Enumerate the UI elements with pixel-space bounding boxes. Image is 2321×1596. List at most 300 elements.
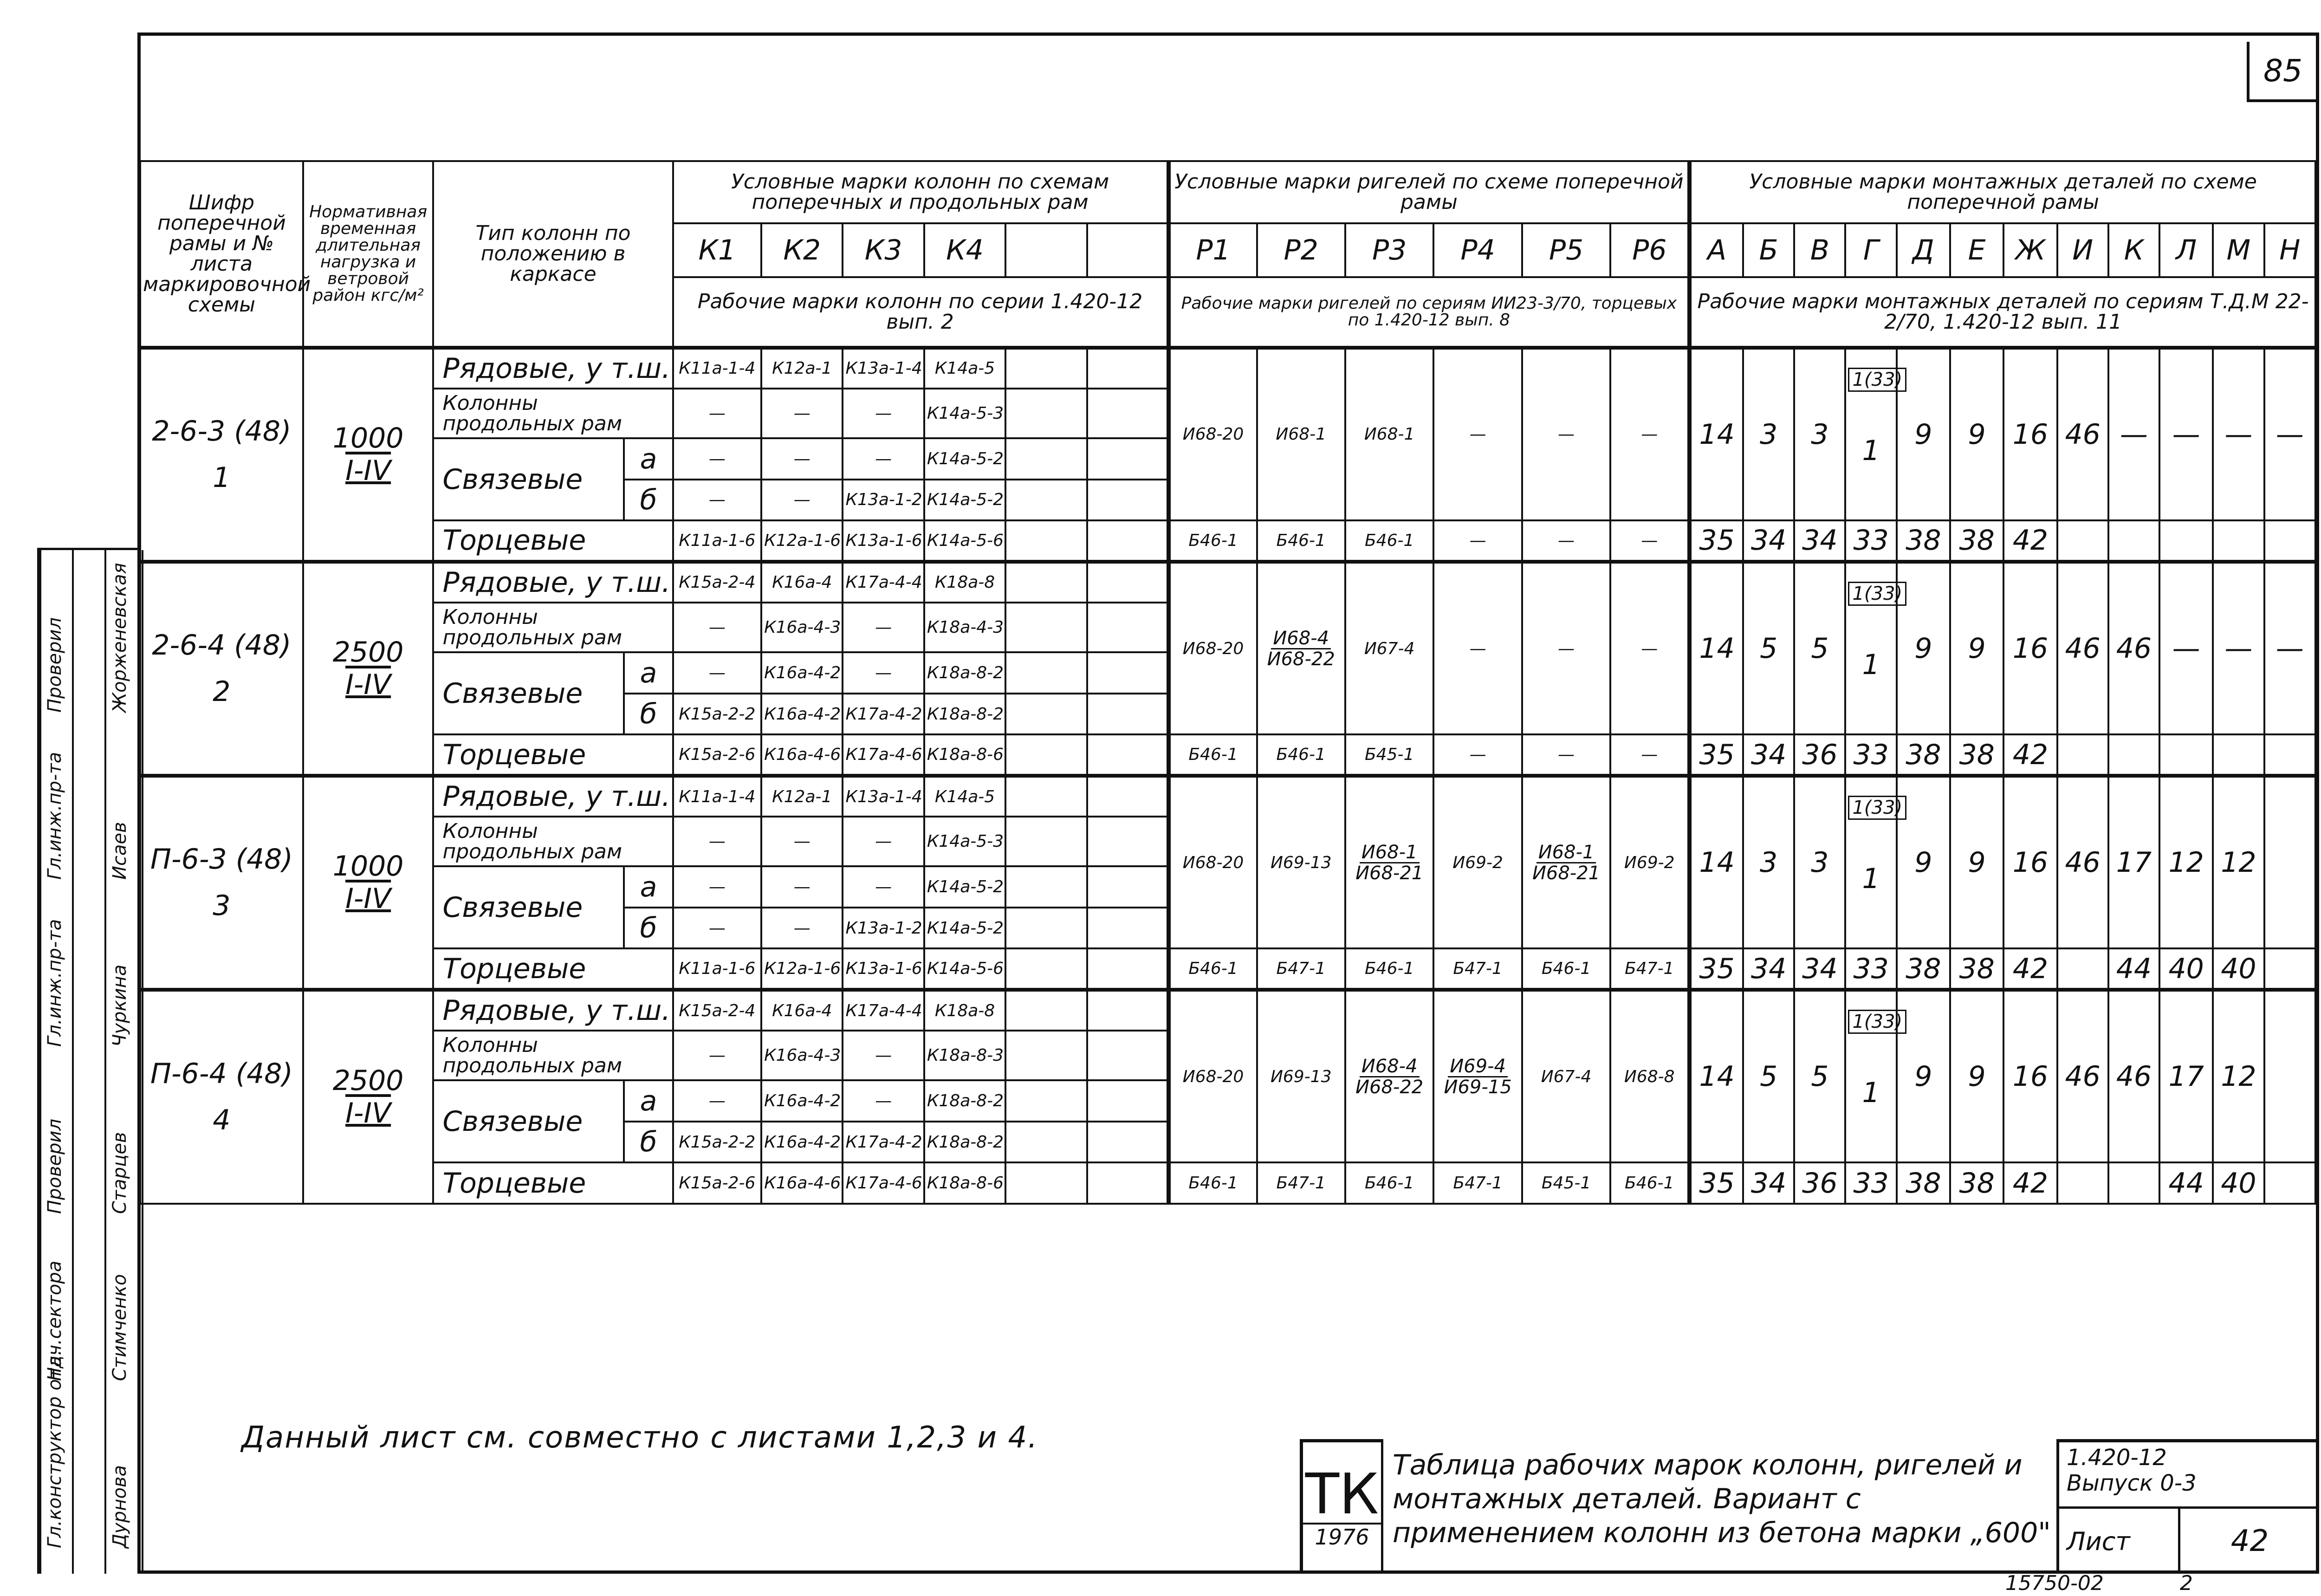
- fraction-top: И68-4: [1271, 629, 1331, 649]
- empty-cell: [1005, 438, 1087, 479]
- detail-end-mark: 38: [1897, 520, 1950, 561]
- empty-cell: [1087, 1122, 1168, 1162]
- column-mark: —: [673, 1031, 761, 1080]
- detail-end-mark: 42: [2003, 1162, 2057, 1204]
- detail-mark-header: Л: [2159, 223, 2213, 277]
- rigel-end-mark: —: [1610, 520, 1689, 561]
- header-norm: Нормативная временная длительная нагрузка и ветровой район кгс/м²: [303, 161, 434, 348]
- empty-cell: [1087, 866, 1168, 907]
- value: —: [1558, 639, 1575, 658]
- value: —: [1469, 639, 1486, 658]
- rigel-mark: [1345, 562, 1433, 735]
- column-mark: —: [673, 438, 761, 479]
- rigel-end-mark: Б46-1: [1345, 1162, 1433, 1204]
- shifr-code: П-6-4 (48): [150, 1058, 293, 1090]
- detail-end-mark: [2057, 734, 2108, 775]
- tk-logo: [1300, 1439, 1383, 1574]
- rigel-end-mark: Б46-1: [1168, 948, 1257, 989]
- column-mark: К13а-1-6: [843, 520, 924, 561]
- detail-end-mark: [2213, 734, 2264, 775]
- column-mark: К15а-2-2: [673, 694, 761, 734]
- column-mark: —: [843, 866, 924, 907]
- detail-end-mark: 38: [1897, 734, 1950, 775]
- rigel-mark: [1433, 776, 1522, 949]
- detail-mark: 46: [2108, 990, 2159, 1163]
- detail-mark: —: [2264, 348, 2315, 521]
- rigel-mark: [1257, 348, 1345, 521]
- stamp-title: Таблица рабочих марок колонн, ригелей и монтажных деталей. Вариант с применением колонн из бетона марки „600": [1393, 1449, 2051, 1550]
- fraction-bottom: И68-22: [1355, 1076, 1424, 1098]
- rigel-mark-header: Р4: [1433, 223, 1522, 277]
- shifr-code: 2-6-3 (48): [152, 415, 292, 448]
- column-mark: —: [673, 908, 761, 948]
- detail-end-mark: [2264, 520, 2315, 561]
- rigel-end-mark: —: [1522, 520, 1610, 561]
- value: И68-1: [1276, 425, 1327, 444]
- rigel-mark: [1345, 776, 1433, 949]
- rigel-mark-header: Р6: [1610, 223, 1689, 277]
- column-subtype: а: [624, 866, 673, 907]
- column-mark: К14а-5-6: [924, 948, 1005, 989]
- column-mark: —: [761, 438, 843, 479]
- empty-cell: [1005, 1080, 1087, 1121]
- detail-mark: 5: [1794, 990, 1845, 1163]
- column-mark: К16а-4: [761, 990, 843, 1031]
- empty-cell: [1087, 1162, 1168, 1204]
- detail-mark: 3: [1743, 348, 1794, 521]
- rigel-mark: [1433, 562, 1522, 735]
- header-det-work: Рабочие марки монтажных деталей по сериям Т.Д.М 22-2/70, 1.420-12 вып. 11: [1690, 277, 2315, 347]
- detail-mark-header: Е: [1950, 223, 2003, 277]
- column-type: Рядовые, у т.ш.: [433, 990, 673, 1031]
- rigel-end-mark: Б46-1: [1168, 1162, 1257, 1204]
- column-type: Торцевые: [433, 734, 673, 775]
- sheet-index: 2: [213, 675, 231, 708]
- column-mark: К18а-8-2: [924, 1122, 1005, 1162]
- detail-mark-header: К: [2108, 223, 2159, 277]
- load-cell: [303, 348, 434, 562]
- rigel-end-mark: —: [1610, 734, 1689, 775]
- rigel-end-mark: Б46-1: [1610, 1162, 1689, 1204]
- rigel-end-mark: —: [1433, 734, 1522, 775]
- column-mark: К14а-5-2: [924, 480, 1005, 520]
- load-cell: [303, 990, 434, 1204]
- empty-cell: [1005, 652, 1087, 693]
- value: И68-1: [1364, 425, 1415, 444]
- rigel-end-mark: —: [1522, 734, 1610, 775]
- column-mark: К16а-4-3: [761, 603, 843, 652]
- column-mark: К16а-4-3: [761, 1031, 843, 1080]
- detail-mark: 9: [1897, 990, 1950, 1163]
- empty-cell: [1005, 734, 1087, 775]
- fraction-display: [1532, 843, 1600, 883]
- side-name: Стимченко: [109, 1274, 130, 1381]
- fraction-top: И68-1: [1537, 843, 1596, 863]
- detail-end-mark: 34: [1743, 734, 1794, 775]
- series-code: 1.420-12: [2067, 1445, 2167, 1471]
- rigel-mark: [1433, 348, 1522, 521]
- detail-end-mark: 34: [1743, 948, 1794, 989]
- value: И69-2: [1624, 853, 1675, 872]
- rigel-end-mark: Б46-1: [1168, 520, 1257, 561]
- wind-district: I-IV: [345, 882, 391, 915]
- column-mark: К14а-5-3: [924, 389, 1005, 438]
- detail-mark: 14: [1690, 990, 1743, 1163]
- column-type: Торцевые: [433, 520, 673, 561]
- col-mark-header: К3: [843, 223, 924, 277]
- column-mark: —: [673, 866, 761, 907]
- note-text: Данный лист см. совместно с листами 1,2,3 и 4.: [241, 1421, 1038, 1455]
- column-type: Рядовые, у т.ш.: [433, 348, 673, 389]
- column-mark: К13а-1-4: [843, 348, 924, 389]
- rigel-mark-header: Р5: [1522, 223, 1610, 277]
- detail-mark: 46: [2057, 776, 2108, 949]
- column-mark: К16а-4-2: [761, 1122, 843, 1162]
- detail-mark: —: [2213, 348, 2264, 521]
- header-cols-work: Рабочие марки колонн по серии 1.420-12 вып. 2: [673, 277, 1168, 347]
- empty-cell: [1087, 562, 1168, 603]
- empty-cell: [1087, 520, 1168, 561]
- column-subtype: а: [624, 438, 673, 479]
- load-value: 2500: [332, 1064, 404, 1097]
- column-type: Связевые: [433, 652, 624, 734]
- side-name: Чуркина: [109, 964, 130, 1047]
- column-mark: К13а-1-2: [843, 480, 924, 520]
- value: И67-4: [1541, 1067, 1592, 1086]
- rigel-mark: [1522, 776, 1610, 949]
- detail-mark: 9: [1950, 562, 2003, 735]
- detail-end-mark: [2264, 1162, 2315, 1204]
- column-mark: К16а-4-6: [761, 1162, 843, 1204]
- shifr-cell: [140, 562, 303, 776]
- header-det-group: Условные марки монтажных деталей по схеме поперечной рамы: [1690, 161, 2315, 223]
- empty-cell: [1087, 348, 1168, 389]
- detail-end-mark: 34: [1743, 520, 1794, 561]
- column-mark: К14а-5-2: [924, 866, 1005, 907]
- value: И67-4: [1364, 639, 1415, 658]
- column-mark: К17а-4-6: [843, 734, 924, 775]
- side-name: Дурнова: [109, 1465, 130, 1548]
- column-mark: К18а-8-2: [924, 652, 1005, 693]
- empty-cell: [1005, 603, 1087, 652]
- rigel-mark: [1168, 562, 1257, 735]
- detail-mark: 46: [2057, 562, 2108, 735]
- column-type: Рядовые, у т.ш.: [433, 562, 673, 603]
- side-role: Гл.инж.пр-та: [44, 919, 65, 1047]
- column-mark: К13а-1-2: [843, 908, 924, 948]
- detail-mark: [1845, 348, 1903, 521]
- column-mark: —: [761, 908, 843, 948]
- rigel-mark: [1257, 562, 1345, 735]
- detail-mark: 12: [2213, 990, 2264, 1163]
- table-row: [140, 1162, 2315, 1204]
- column-mark: —: [761, 817, 843, 866]
- table-row: [140, 990, 2315, 1031]
- column-mark: К17а-4-6: [843, 1162, 924, 1204]
- rigel-mark-header: Р2: [1257, 223, 1345, 277]
- rigel-end-mark: Б46-1: [1168, 734, 1257, 775]
- detail-mark: 3: [1794, 776, 1845, 949]
- detail-end-mark: 40: [2159, 948, 2213, 989]
- column-subtype: а: [624, 652, 673, 693]
- fraction-top: И68-4: [1360, 1057, 1420, 1077]
- detail-mark: 3: [1743, 776, 1794, 949]
- detail-g-note: 1(33): [1848, 796, 1906, 820]
- load-value: 1000: [332, 850, 404, 883]
- detail-end-mark: 42: [2003, 948, 2057, 989]
- side-name: Старцев: [109, 1132, 130, 1214]
- rigel-mark: [1257, 990, 1345, 1163]
- detail-end-mark: 38: [1897, 948, 1950, 989]
- detail-mark: 16: [2003, 562, 2057, 735]
- table-row: [140, 948, 2315, 989]
- rigel-end-mark: Б46-1: [1345, 520, 1433, 561]
- detail-end-mark: 42: [2003, 520, 2057, 561]
- empty-cell: [1005, 348, 1087, 389]
- detail-mark: 46: [2108, 562, 2159, 735]
- detail-mark: —: [2159, 348, 2213, 521]
- rigel-mark: [1522, 990, 1610, 1163]
- detail-end-mark: 35: [1690, 1162, 1743, 1204]
- column-mark: К18а-4-3: [924, 603, 1005, 652]
- detail-end-mark: 36: [1794, 1162, 1845, 1204]
- load-value: 2500: [332, 636, 404, 669]
- table-row: [140, 562, 2315, 603]
- footer-num: 2: [2179, 1571, 2193, 1595]
- column-mark: К14а-5-2: [924, 438, 1005, 479]
- column-mark: К14а-5: [924, 776, 1005, 817]
- detail-end-mark: 33: [1845, 520, 1896, 561]
- detail-mark: 14: [1690, 776, 1743, 949]
- column-mark: —: [673, 603, 761, 652]
- column-mark: К17а-4-2: [843, 1122, 924, 1162]
- column-mark: К15а-2-4: [673, 562, 761, 603]
- fraction-display: [1444, 1057, 1512, 1097]
- detail-g-note: 1(33): [1848, 368, 1906, 392]
- tk-year: 1976: [1303, 1523, 1381, 1550]
- rigel-mark: [1522, 348, 1610, 521]
- rigel-mark-header: Р3: [1345, 223, 1433, 277]
- tk-letters: ТК: [1305, 1462, 1379, 1527]
- rigel-end-mark: Б45-1: [1345, 734, 1433, 775]
- fraction-bottom: И68-21: [1532, 862, 1601, 884]
- detail-end-mark: 35: [1690, 948, 1743, 989]
- detail-end-mark: 38: [1950, 734, 2003, 775]
- rigel-mark: [1257, 776, 1345, 949]
- column-mark: К18а-8-6: [924, 1162, 1005, 1204]
- side-stamp-column: [104, 550, 106, 1574]
- detail-end-mark: [2108, 520, 2159, 561]
- value: И69-2: [1452, 853, 1503, 872]
- detail-end-mark: 38: [1950, 948, 2003, 989]
- series-issue: Выпуск 0-3: [2067, 1470, 2197, 1497]
- sheet-index: 1: [213, 461, 231, 494]
- column-mark: —: [761, 866, 843, 907]
- detail-g-note: 1(33): [1848, 582, 1906, 606]
- detail-end-mark: 35: [1690, 520, 1743, 561]
- title-block: [1300, 1439, 2319, 1574]
- header-shifr: Шифр поперечной рамы и № листа маркировочной схемы: [140, 161, 303, 348]
- side-role: Проверил: [44, 617, 65, 713]
- column-mark: К14а-5-3: [924, 817, 1005, 866]
- wind-district: I-IV: [345, 1097, 391, 1130]
- empty-cell: [1087, 1031, 1168, 1080]
- column-mark: К11а-1-4: [673, 348, 761, 389]
- rigel-mark: [1433, 990, 1522, 1163]
- detail-mark-header: М: [2213, 223, 2264, 277]
- column-mark: —: [843, 1080, 924, 1121]
- sheet-label: Лист: [2059, 1509, 2180, 1574]
- detail-end-mark: [2057, 1162, 2108, 1204]
- detail-mark: 14: [1690, 348, 1743, 521]
- detail-end-mark: 38: [1950, 520, 2003, 561]
- empty-cell: [1087, 480, 1168, 520]
- detail-mark: 16: [2003, 348, 2057, 521]
- shifr-code: П-6-3 (48): [150, 843, 293, 876]
- table-row: [140, 734, 2315, 775]
- rigel-mark: [1168, 776, 1257, 949]
- column-type: Колонны продольных рам: [433, 817, 673, 866]
- detail-mark: 12: [2159, 776, 2213, 949]
- detail-mark-header: Н: [2264, 223, 2315, 277]
- detail-end-mark: 34: [1743, 1162, 1794, 1204]
- column-type: Колонны продольных рам: [433, 1031, 673, 1080]
- side-role: Нач.сектора: [44, 1260, 65, 1381]
- empty-cell: [1005, 1031, 1087, 1080]
- column-mark: К17а-4-4: [843, 990, 924, 1031]
- column-mark: К16а-4-2: [761, 694, 843, 734]
- rigel-mark: [1610, 776, 1689, 949]
- detail-mark: 46: [2057, 348, 2108, 521]
- rigel-mark: [1610, 990, 1689, 1163]
- wind-district: I-IV: [345, 454, 391, 487]
- detail-mark-header: В: [1794, 223, 1845, 277]
- detail-mark: 3: [1794, 348, 1845, 521]
- detail-end-mark: 35: [1690, 734, 1743, 775]
- detail-mark: 16: [2003, 990, 2057, 1163]
- detail-mark: 12: [2213, 776, 2264, 949]
- rigel-mark-header: Р1: [1168, 223, 1257, 277]
- rigel-end-mark: Б47-1: [1610, 948, 1689, 989]
- empty-cell: [1005, 1122, 1087, 1162]
- col-mark-header: [1087, 223, 1168, 277]
- rigel-end-mark: Б47-1: [1257, 948, 1345, 989]
- detail-end-mark: [2159, 734, 2213, 775]
- column-mark: —: [843, 1031, 924, 1080]
- side-stamp-column: [39, 550, 41, 1574]
- fraction-top: И68-1: [1360, 843, 1420, 863]
- empty-cell: [1005, 866, 1087, 907]
- empty-cell: [1087, 438, 1168, 479]
- empty-cell: [1087, 948, 1168, 989]
- column-subtype: б: [624, 694, 673, 734]
- empty-cell: [1087, 652, 1168, 693]
- column-mark: К12а-1: [761, 776, 843, 817]
- side-stamp-column: [72, 550, 74, 1574]
- fraction-bottom: И69-15: [1444, 1076, 1512, 1098]
- detail-end-mark: 40: [2213, 1162, 2264, 1204]
- value: И68-20: [1182, 639, 1244, 658]
- rigel-end-mark: Б45-1: [1522, 1162, 1610, 1204]
- shifr-cell: [140, 990, 303, 1204]
- stamp-sheet: [2056, 1509, 2319, 1574]
- detail-end-mark: [2108, 734, 2159, 775]
- fraction-top: И69-4: [1448, 1057, 1508, 1077]
- column-mark: К15а-2-2: [673, 1122, 761, 1162]
- rigel-end-mark: Б46-1: [1345, 948, 1433, 989]
- header-rig-work: Рабочие марки ригелей по сериям ИИ23-3/70, торцевых по 1.420-12 вып. 8: [1168, 277, 1690, 347]
- rigel-mark: [1610, 348, 1689, 521]
- column-mark: К12а-1: [761, 348, 843, 389]
- column-mark: К16а-4: [761, 562, 843, 603]
- column-mark: —: [761, 480, 843, 520]
- value: —: [1641, 425, 1658, 444]
- side-role: Гл.конструктор отд.: [44, 1349, 65, 1548]
- empty-cell: [1005, 776, 1087, 817]
- column-subtype: а: [624, 1080, 673, 1121]
- rigel-mark: [1345, 990, 1433, 1163]
- detail-end-mark: [2057, 520, 2108, 561]
- col-mark-header: К2: [761, 223, 843, 277]
- detail-mark: [2264, 990, 2315, 1163]
- column-subtype: б: [624, 480, 673, 520]
- col-mark-header: [1005, 223, 1087, 277]
- detail-value: 1: [1862, 1077, 1880, 1109]
- empty-cell: [1005, 1162, 1087, 1204]
- column-mark: К18а-8: [924, 990, 1005, 1031]
- column-mark: —: [843, 603, 924, 652]
- sheet-index: 3: [213, 889, 231, 922]
- shifr-cell: [140, 348, 303, 562]
- page-number: 85: [2247, 42, 2316, 102]
- rigel-mark: [1345, 348, 1433, 521]
- detail-mark: 5: [1743, 990, 1794, 1163]
- value: И69-13: [1270, 1067, 1332, 1086]
- side-role: Гл.инж.пр-та: [44, 752, 65, 880]
- sheet-number: 42: [2230, 1524, 2269, 1558]
- detail-end-mark: 42: [2003, 734, 2057, 775]
- shifr-cell: [140, 776, 303, 990]
- empty-cell: [1087, 908, 1168, 948]
- detail-mark: 16: [2003, 776, 2057, 949]
- empty-cell: [1005, 948, 1087, 989]
- rigel-mark: [1168, 990, 1257, 1163]
- detail-end-mark: 44: [2159, 1162, 2213, 1204]
- detail-end-mark: [2264, 948, 2315, 989]
- detail-mark: [1845, 776, 1903, 949]
- detail-mark-header: И: [2057, 223, 2108, 277]
- detail-mark: [1845, 990, 1903, 1163]
- value: —: [1641, 639, 1658, 658]
- column-mark: К18а-8-6: [924, 734, 1005, 775]
- detail-end-mark: 36: [1794, 734, 1845, 775]
- detail-mark: 9: [1897, 348, 1950, 521]
- detail-end-mark: [2213, 520, 2264, 561]
- side-stamp: [37, 548, 139, 1574]
- rigel-mark: [1522, 562, 1610, 735]
- detail-mark: —: [2213, 562, 2264, 735]
- detail-end-mark: 44: [2108, 948, 2159, 989]
- column-mark: —: [673, 389, 761, 438]
- empty-cell: [1005, 908, 1087, 948]
- rigel-end-mark: —: [1433, 520, 1522, 561]
- column-mark: К11а-1-4: [673, 776, 761, 817]
- detail-end-mark: [2057, 948, 2108, 989]
- value: —: [1469, 425, 1486, 444]
- column-mark: —: [843, 389, 924, 438]
- detail-mark-header: Б: [1743, 223, 1794, 277]
- value: И68-20: [1182, 1067, 1244, 1086]
